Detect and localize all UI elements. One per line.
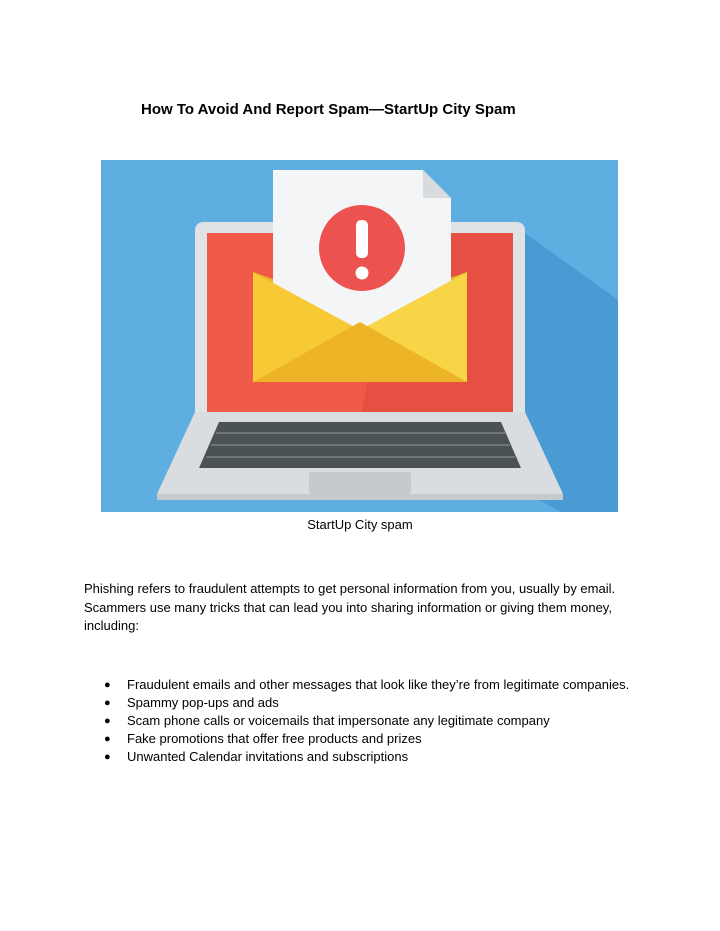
bullet-dot-icon: ● (104, 715, 111, 727)
figure-caption: StartUp City spam (307, 517, 413, 532)
alert-mark-bar (356, 220, 368, 258)
bullet-dot-icon: ● (104, 733, 111, 745)
list-item-text: Fraudulent emails and other messages that look like they’re from legitimate companies. (127, 677, 630, 692)
list-item-text: Spammy pop-ups and ads (127, 695, 279, 710)
document-title: How To Avoid And Report Spam—StartUp City Spam (141, 101, 516, 118)
laptop-base-edge (157, 494, 563, 500)
list-item (84, 694, 684, 712)
laptop-trackpad (309, 472, 411, 494)
list-item (84, 676, 684, 694)
list-item-text: Scam phone calls or voicemails that impersonate any legitimate company (127, 713, 550, 728)
bullet-dot-icon: ● (104, 679, 111, 691)
list-item-text: Unwanted Calendar invitations and subscriptions (127, 749, 409, 764)
bullet-dot-icon: ● (104, 751, 111, 763)
bullet-dot-icon: ● (104, 697, 111, 709)
intro-paragraph: Phishing refers to fraudulent attempts to get personal information from you, usually by email. Scammers use many tricks that can lead you into sharing information or giving them money, including: (84, 581, 616, 633)
spam-tactics-list (84, 676, 684, 766)
list-item (84, 748, 684, 766)
list-item (84, 730, 684, 748)
alert-mark-dot (356, 267, 369, 280)
list-item-text: Fake promotions that offer free products and prizes (127, 731, 422, 746)
list-item (84, 712, 684, 730)
laptop-envelope-alert-illustration (101, 160, 618, 512)
